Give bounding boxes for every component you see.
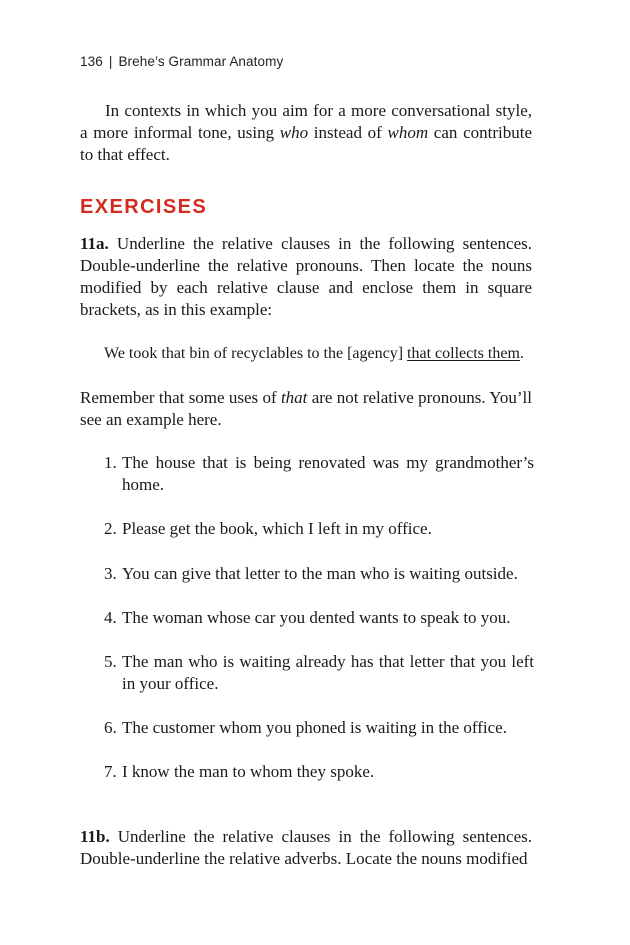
item-number: 4. xyxy=(104,608,117,627)
item-text: You can give that letter to the man who is waiting outside. xyxy=(122,564,518,583)
item-number: 7. xyxy=(104,762,117,781)
header-separator: | xyxy=(108,54,113,69)
item-text: The customer whom you phoned is waiting in the office. xyxy=(122,718,507,737)
list-item xyxy=(104,607,534,629)
item-text: The house that is being renovated was my grandmother’s home. xyxy=(122,453,534,494)
note-text-before: Remember that some uses of xyxy=(80,388,281,407)
page-number: 136 xyxy=(80,54,103,69)
list-item xyxy=(104,651,534,695)
intro-text-3: can contribute to that effect. xyxy=(80,123,532,164)
item-text: The man who is waiting already has that letter that you left in your office. xyxy=(122,652,534,693)
exercise-11b-text: Underline the relative clauses in the following sentences. Double-underline the relative adverbs. Locate the nouns modified xyxy=(80,827,532,868)
intro-text-2: instead of xyxy=(308,123,388,142)
exercise-list xyxy=(104,452,534,783)
intro-text-1: In contexts in which you aim for a more conversational style, a more informal tone, using xyxy=(80,101,532,142)
item-text: Please get the book, which I left in my office. xyxy=(122,519,432,538)
exercise-11a-text: Underline the relative clauses in the following sentences. Double-underline the relative pronouns. Then locate the nouns modified by each relative clause and enclose them in square brackets, as in this example: xyxy=(80,234,532,319)
note-paragraph xyxy=(80,387,532,431)
note-text-after: are not relative pronouns. You’ll see an example here. xyxy=(80,388,532,429)
list-item xyxy=(104,563,534,585)
list-item xyxy=(104,518,534,540)
example-sentence xyxy=(104,343,544,365)
item-number: 3. xyxy=(104,564,117,583)
exercise-11b-label: 11b. xyxy=(80,827,110,846)
item-number: 5. xyxy=(104,652,117,671)
item-number: 6. xyxy=(104,718,117,737)
exercise-11b-instructions xyxy=(80,826,532,870)
book-title: Brehe’s Grammar Anatomy xyxy=(118,54,284,69)
intro-paragraph xyxy=(80,100,532,166)
exercise-11a-instructions xyxy=(80,233,532,321)
example-text-before: We took that bin of recyclables to the [agency] xyxy=(104,345,408,362)
list-item xyxy=(104,717,534,739)
exercise-11a-label: 11a. xyxy=(80,234,109,253)
item-number: 2. xyxy=(104,519,117,538)
example-underlined-clause: that collects them xyxy=(407,345,520,362)
running-head xyxy=(80,54,283,69)
intro-whom-word: whom xyxy=(387,123,429,142)
item-number: 1. xyxy=(104,453,117,472)
example-text-after: . xyxy=(519,345,524,362)
item-text: I know the man to whom they spoke. xyxy=(122,762,375,781)
list-item xyxy=(104,761,534,783)
intro-who-word: who xyxy=(279,123,309,142)
list-item xyxy=(104,452,534,496)
item-text: The woman whose car you dented wants to speak to you. xyxy=(122,608,511,627)
note-that-word: that xyxy=(280,388,308,407)
section-heading: EXERCISES xyxy=(80,196,208,218)
